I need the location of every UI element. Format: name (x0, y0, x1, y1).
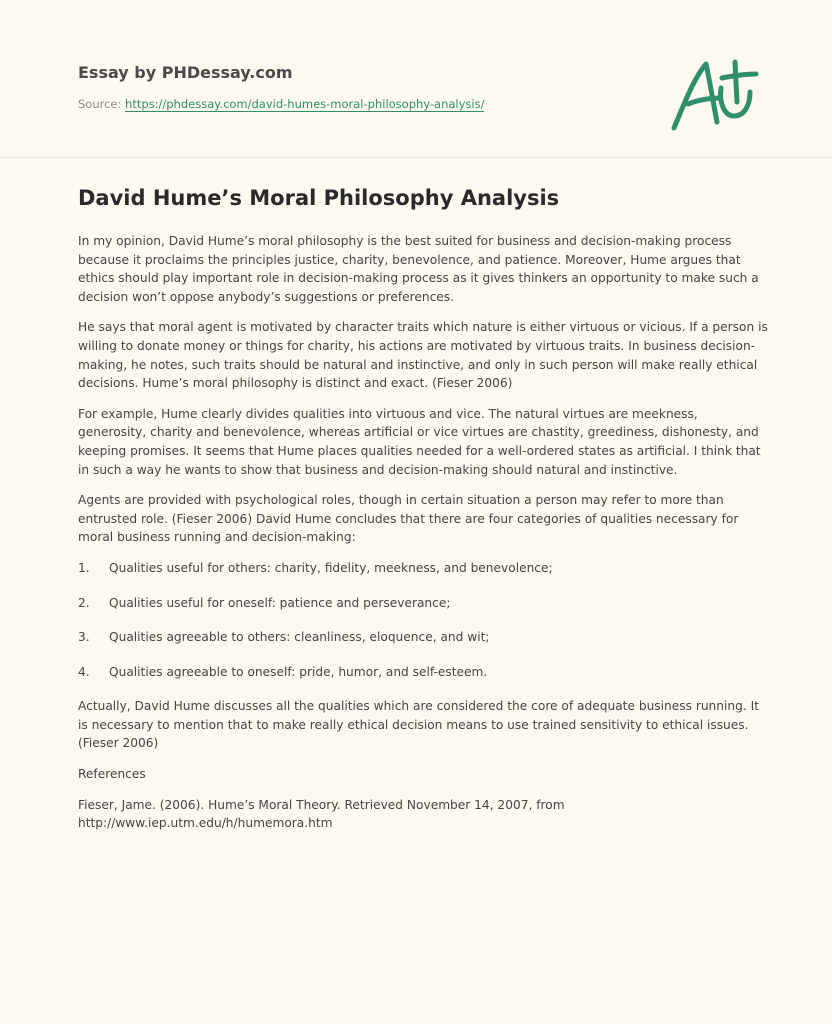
header (78, 62, 638, 112)
list-number: 2. (78, 595, 90, 610)
list-text: Qualities useful for others: charity, fidelity, meekness, and benevolence; (109, 560, 553, 575)
list-text: Qualities agreeable to oneself: pride, humor, and self-esteem. (109, 664, 488, 679)
article-title: David Hume’s Moral Philosophy Analysis (78, 186, 560, 210)
list-text: Qualities agreeable to others: cleanliness, eloquence, and wit; (109, 630, 490, 645)
source-link[interactable]: https://phdessay.com/david-humes-moral-philosophy-analysis/ (125, 97, 485, 111)
list-item (78, 559, 768, 578)
source-line (78, 96, 638, 112)
paragraph: For example, Hume clearly divides qualities into virtuous and vice. The natural virtues are meekness, generosity, charity and benevolence, whereas artificial or vice virtues are chastity, greediness, dishonesty, and keeping promises. It seems that Hume places qualities needed for a well-ordered states as artificial. I think that in such a way he wants to show that business and decision-making should natural and instinctive. (78, 406, 761, 477)
a-plus-logo-svg (664, 52, 760, 136)
list-item (78, 594, 768, 613)
list-number: 3. (78, 630, 90, 645)
paragraph: Agents are provided with psychological roles, though in certain situation a person may refer to more than entrusted role. (Fieser 2006) David Hume concludes that there are four categories of qualities necessary for moral business running and decision-making: (78, 493, 739, 545)
source-label: Source: (78, 97, 126, 111)
reference-entry: Fieser, Jame. (2006). Hume’s Moral Theory. Retrieved November 14, 2007, from http://www.iep.utm.edu/h/humemora.htm (78, 797, 565, 831)
article (78, 184, 768, 845)
references-heading: References (78, 767, 146, 782)
closing-paragraph: Actually, David Hume discusses all the qualities which are considered the core of adequate business running. It is necessary to mention that to make really ethical decision means to use trained sensitivity to ethical issues. (Fieser 2006) (78, 699, 759, 751)
list-item (78, 628, 768, 647)
a-plus-logo-icon (664, 52, 760, 136)
list-number: 4. (78, 664, 90, 679)
site-title: Essay by PHDessay.com (78, 63, 293, 82)
list-item (78, 663, 768, 682)
header-divider (0, 157, 832, 158)
qualities-list (78, 559, 768, 681)
list-number: 1. (78, 560, 90, 575)
paragraph: In my opinion, David Hume’s moral philosophy is the best suited for business and decision-making process because it proclaims the principles justice, charity, benevolence, and patience. Moreover, Hume argues that ethics should play important role in decision-making process as it gives thinkers an opportunity to make such a decision won’t oppose anybody’s suggestions or preferences. (78, 234, 759, 304)
paragraph: He says that moral agent is motivated by character traits which nature is either virtuous or vicious. If a person is willing to donate money or things for charity, his actions are motivated by virtuous traits. In business decision-making, he notes, such traits should be natural and instinctive, and only in such person will make really ethical decisions. Hume’s moral philosophy is distinct and exact. (Fieser 2006) (78, 320, 768, 391)
list-text: Qualities useful for oneself: patience and perseverance; (109, 595, 451, 610)
